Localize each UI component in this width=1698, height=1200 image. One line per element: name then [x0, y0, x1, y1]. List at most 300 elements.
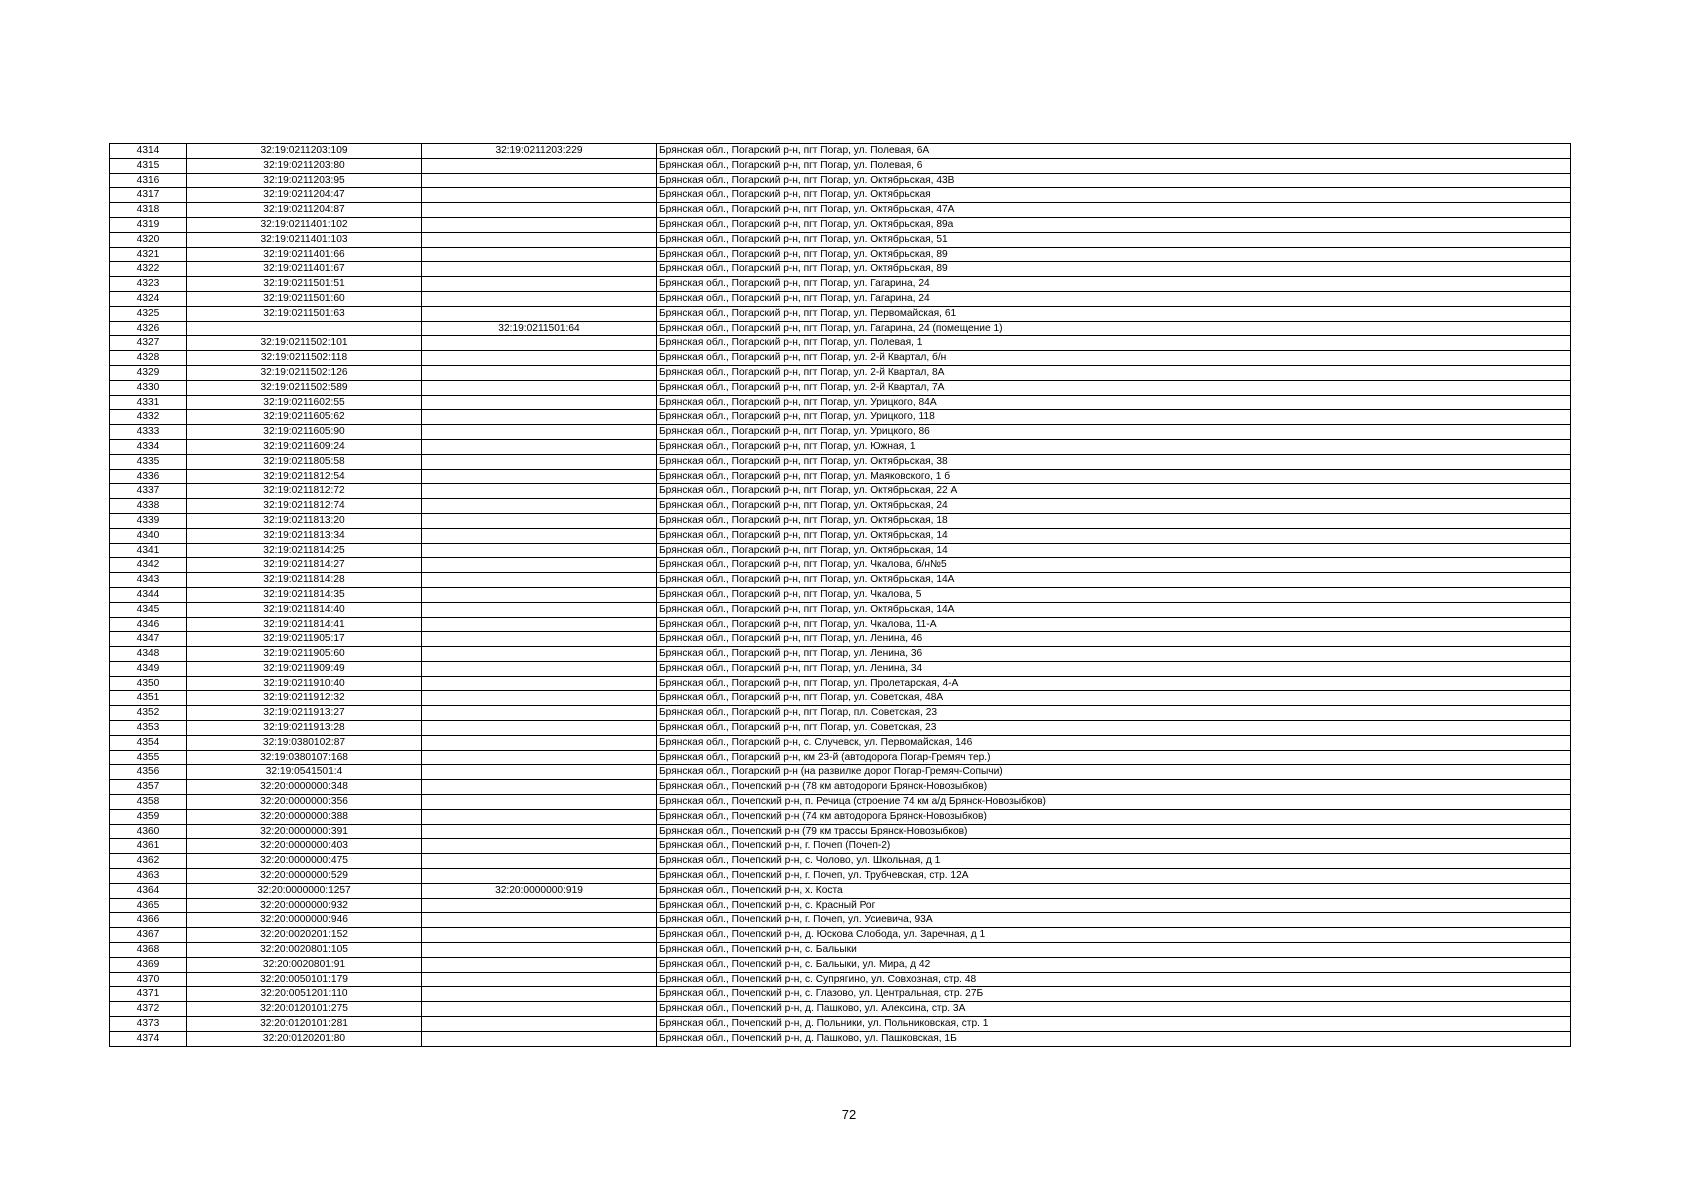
table-row: [110, 277, 1571, 292]
address-cell: Брянская обл., Погарский р-н, пгт Погар, ул. Ленина, 46: [657, 632, 1571, 647]
table-row: [110, 928, 1571, 943]
cadastral-number-cell: 32:19:0211401:103: [187, 232, 422, 247]
address-cell: Брянская обл., Погарский р-н, пгт Погар, ул. Урицкого, 84А: [657, 395, 1571, 410]
page-number: 72: [841, 1107, 857, 1122]
row-number-cell: 4332: [110, 410, 187, 425]
cadastral-number-cell: 32:19:0211913:27: [187, 706, 422, 721]
related-cadastral-number-cell: [422, 291, 657, 306]
table-row: [110, 943, 1571, 958]
cadastral-number-cell: 32:19:0211203:109: [187, 144, 422, 159]
related-cadastral-number-cell: [422, 410, 657, 425]
related-cadastral-number-cell: [422, 957, 657, 972]
table-row: [110, 987, 1571, 1002]
related-cadastral-number-cell: [422, 173, 657, 188]
cadastral-number-cell: 32:19:0211910:40: [187, 676, 422, 691]
cadastral-number-cell: [187, 321, 422, 336]
row-number-cell: 4339: [110, 513, 187, 528]
address-cell: Брянская обл., Погарский р-н, пгт Погар, ул. Советская, 48А: [657, 691, 1571, 706]
cadastral-number-cell: 32:19:0211814:25: [187, 543, 422, 558]
row-number-cell: 4347: [110, 632, 187, 647]
table-row: [110, 262, 1571, 277]
cadastral-number-cell: 32:19:0211912:32: [187, 691, 422, 706]
cadastral-number-cell: 32:19:0211502:126: [187, 365, 422, 380]
row-number-cell: 4323: [110, 277, 187, 292]
address-cell: Брянская обл., Почепский р-н (79 км трассы Брянск-Новозыбков): [657, 824, 1571, 839]
table-body: [110, 144, 1571, 1047]
row-number-cell: 4329: [110, 365, 187, 380]
related-cadastral-number-cell: [422, 351, 657, 366]
address-cell: Брянская обл., Почепский р-н (74 км автодорога Брянск-Новозыбков): [657, 809, 1571, 824]
address-cell: Брянская обл., Погарский р-н, с. Случевск, ул. Первомайская, 146: [657, 735, 1571, 750]
address-cell: Брянская обл., Погарский р-н, пгт Погар, ул. Первомайская, 61: [657, 306, 1571, 321]
row-number-cell: 4364: [110, 883, 187, 898]
address-cell: Брянская обл., Погарский р-н, пгт Погар, ул. 2-й Квартал, 8А: [657, 365, 1571, 380]
cadastral-number-cell: 32:19:0211913:28: [187, 721, 422, 736]
table-row: [110, 780, 1571, 795]
row-number-cell: 4325: [110, 306, 187, 321]
table-row: [110, 144, 1571, 159]
address-cell: Брянская обл., Почепский р-н, г. Почеп, ул. Усиевича, 93А: [657, 913, 1571, 928]
cadastral-number-cell: 32:19:0211812:54: [187, 469, 422, 484]
table-row: [110, 913, 1571, 928]
address-cell: Брянская обл., Погарский р-н, пгт Погар, ул. Урицкого, 86: [657, 425, 1571, 440]
address-cell: Брянская обл., Погарский р-н, пгт Погар, ул. Октябрьская: [657, 188, 1571, 203]
row-number-cell: 4348: [110, 647, 187, 662]
address-cell: Брянская обл., Погарский р-н, пгт Погар, ул. Октябрьская, 89а: [657, 217, 1571, 232]
address-cell: Брянская обл., Погарский р-н, пгт Погар, ул. Чкалова, 5: [657, 587, 1571, 602]
row-number-cell: 4326: [110, 321, 187, 336]
cadastral-number-cell: 32:20:0050101:179: [187, 972, 422, 987]
cadastral-number-cell: 32:20:0000000:932: [187, 898, 422, 913]
address-cell: Брянская обл., Почепский р-н, с. Чолово, ул. Школьная, д 1: [657, 854, 1571, 869]
related-cadastral-number-cell: [422, 1002, 657, 1017]
cadastral-number-cell: 32:19:0211502:101: [187, 336, 422, 351]
row-number-cell: 4334: [110, 439, 187, 454]
address-cell: Брянская обл., Почепский р-н (78 км автодороги Брянск-Новозыбков): [657, 780, 1571, 795]
cadastral-number-cell: 32:20:0000000:475: [187, 854, 422, 869]
table-row: [110, 351, 1571, 366]
address-cell: Брянская обл., Погарский р-н, км 23-й (автодорога Погар-Гремяч тер.): [657, 750, 1571, 765]
address-cell: Брянская обл., Почепский р-н, д. Пашково, ул. Алексина, стр. 3А: [657, 1002, 1571, 1017]
cadastral-number-cell: 32:19:0211814:28: [187, 573, 422, 588]
table-row: [110, 676, 1571, 691]
table-row: [110, 528, 1571, 543]
table-row: [110, 217, 1571, 232]
row-number-cell: 4351: [110, 691, 187, 706]
cadastral-number-cell: 32:20:0000000:946: [187, 913, 422, 928]
row-number-cell: 4328: [110, 351, 187, 366]
related-cadastral-number-cell: [422, 573, 657, 588]
table-row: [110, 898, 1571, 913]
related-cadastral-number-cell: [422, 632, 657, 647]
table-row: [110, 247, 1571, 262]
cadastral-number-cell: 32:19:0211905:60: [187, 647, 422, 662]
cadastral-number-cell: 32:19:0211501:51: [187, 277, 422, 292]
cadastral-number-cell: 32:19:0380102:87: [187, 735, 422, 750]
table-row: [110, 1031, 1571, 1046]
address-cell: Брянская обл., Почепский р-н, д. Юскова Слобода, ул. Заречная, д 1: [657, 928, 1571, 943]
row-number-cell: 4343: [110, 573, 187, 588]
related-cadastral-number-cell: [422, 691, 657, 706]
row-number-cell: 4331: [110, 395, 187, 410]
table-row: [110, 336, 1571, 351]
address-cell: Брянская обл., Почепский р-н, д. Пашково, ул. Пашковская, 1Б: [657, 1031, 1571, 1046]
cadastral-number-cell: 32:19:0211401:67: [187, 262, 422, 277]
cadastral-number-cell: 32:20:0000000:403: [187, 839, 422, 854]
cadastral-number-cell: 32:19:0211814:27: [187, 558, 422, 573]
address-cell: Брянская обл., Погарский р-н, пгт Погар, ул. Октябрьская, 22 А: [657, 484, 1571, 499]
row-number-cell: 4350: [110, 676, 187, 691]
row-number-cell: 4367: [110, 928, 187, 943]
cadastral-number-cell: 32:19:0211909:49: [187, 661, 422, 676]
table-row: [110, 573, 1571, 588]
table-row: [110, 543, 1571, 558]
row-number-cell: 4315: [110, 158, 187, 173]
address-cell: Брянская обл., Погарский р-н, пгт Погар, ул. Маяковского, 1 б: [657, 469, 1571, 484]
row-number-cell: 4341: [110, 543, 187, 558]
table-row: [110, 232, 1571, 247]
cadastral-number-cell: 32:19:0211502:118: [187, 351, 422, 366]
table-row: [110, 513, 1571, 528]
cadastral-number-cell: 32:19:0380107:168: [187, 750, 422, 765]
address-cell: Брянская обл., Погарский р-н, пгт Погар, ул. Полевая, 6: [657, 158, 1571, 173]
address-cell: Брянская обл., Погарский р-н (на развилке дорог Погар-Гремяч-Сопычи): [657, 765, 1571, 780]
table-row: [110, 395, 1571, 410]
table-row: [110, 365, 1571, 380]
row-number-cell: 4358: [110, 795, 187, 810]
address-cell: Брянская обл., Почепский р-н, х. Коста: [657, 883, 1571, 898]
cadastral-number-cell: 32:19:0211905:17: [187, 632, 422, 647]
row-number-cell: 4342: [110, 558, 187, 573]
table-row: [110, 809, 1571, 824]
related-cadastral-number-cell: [422, 898, 657, 913]
related-cadastral-number-cell: [422, 439, 657, 454]
row-number-cell: 4360: [110, 824, 187, 839]
table-row: [110, 410, 1571, 425]
address-cell: Брянская обл., Погарский р-н, пгт Погар, ул. Октябрьская, 47А: [657, 203, 1571, 218]
table-row: [110, 706, 1571, 721]
related-cadastral-number-cell: [422, 854, 657, 869]
row-number-cell: 4368: [110, 943, 187, 958]
related-cadastral-number-cell: [422, 809, 657, 824]
row-number-cell: 4314: [110, 144, 187, 159]
related-cadastral-number-cell: [422, 617, 657, 632]
related-cadastral-number-cell: [422, 395, 657, 410]
related-cadastral-number-cell: [422, 336, 657, 351]
related-cadastral-number-cell: [422, 928, 657, 943]
address-cell: Брянская обл., Погарский р-н, пгт Погар, ул. 2-й Квартал, 7А: [657, 380, 1571, 395]
cadastral-number-cell: 32:19:0211501:63: [187, 306, 422, 321]
address-cell: Брянская обл., Погарский р-н, пгт Погар, ул. Октябрьская, 38: [657, 454, 1571, 469]
address-cell: Брянская обл., Погарский р-н, пгт Погар, ул. Советская, 23: [657, 721, 1571, 736]
row-number-cell: 4316: [110, 173, 187, 188]
row-number-cell: 4333: [110, 425, 187, 440]
address-cell: Брянская обл., Почепский р-н, д. Польники, ул. Польниковская, стр. 1: [657, 1017, 1571, 1032]
related-cadastral-number-cell: [422, 365, 657, 380]
row-number-cell: 4372: [110, 1002, 187, 1017]
address-cell: Брянская обл., Погарский р-н, пгт Погар, ул. Полевая, 6А: [657, 144, 1571, 159]
table-row: [110, 173, 1571, 188]
address-cell: Брянская обл., Погарский р-н, пгт Погар, ул. Октябрьская, 24: [657, 499, 1571, 514]
related-cadastral-number-cell: [422, 306, 657, 321]
address-cell: Брянская обл., Погарский р-н, пгт Погар, ул. Гагарина, 24: [657, 277, 1571, 292]
cadastral-number-cell: 32:19:0211814:35: [187, 587, 422, 602]
row-number-cell: 4357: [110, 780, 187, 795]
table-row: [110, 587, 1571, 602]
table-row: [110, 188, 1571, 203]
table-row: [110, 721, 1571, 736]
address-cell: Брянская обл., Погарский р-н, пгт Погар, ул. Гагарина, 24: [657, 291, 1571, 306]
table-row: [110, 854, 1571, 869]
row-number-cell: 4336: [110, 469, 187, 484]
cadastral-number-cell: 32:20:0000000:356: [187, 795, 422, 810]
address-cell: Брянская обл., Погарский р-н, пгт Погар, ул. 2-й Квартал, б/н: [657, 351, 1571, 366]
row-number-cell: 4361: [110, 839, 187, 854]
table-row: [110, 321, 1571, 336]
cadastral-number-cell: 32:20:0020201:152: [187, 928, 422, 943]
address-cell: Брянская обл., Погарский р-н, пгт Погар, ул. Октябрьская, 14: [657, 543, 1571, 558]
row-number-cell: 4362: [110, 854, 187, 869]
related-cadastral-number-cell: 32:19:0211501:64: [422, 321, 657, 336]
cadastral-number-cell: 32:20:0120201:80: [187, 1031, 422, 1046]
table-row: [110, 158, 1571, 173]
row-number-cell: 4319: [110, 217, 187, 232]
related-cadastral-number-cell: [422, 987, 657, 1002]
cadastral-number-cell: 32:20:0000000:391: [187, 824, 422, 839]
related-cadastral-number-cell: [422, 735, 657, 750]
row-number-cell: 4355: [110, 750, 187, 765]
row-number-cell: 4340: [110, 528, 187, 543]
address-cell: Брянская обл., Почепский р-н, с. Бальыки: [657, 943, 1571, 958]
related-cadastral-number-cell: [422, 484, 657, 499]
related-cadastral-number-cell: [422, 721, 657, 736]
cadastral-number-cell: 32:19:0211602:55: [187, 395, 422, 410]
related-cadastral-number-cell: [422, 943, 657, 958]
table-row: [110, 824, 1571, 839]
related-cadastral-number-cell: [422, 913, 657, 928]
row-number-cell: 4345: [110, 602, 187, 617]
row-number-cell: 4369: [110, 957, 187, 972]
cadastral-number-cell: 32:20:0051201:110: [187, 987, 422, 1002]
address-cell: Брянская обл., Погарский р-н, пгт Погар, ул. Октябрьская, 14: [657, 528, 1571, 543]
table-row: [110, 203, 1571, 218]
related-cadastral-number-cell: [422, 543, 657, 558]
table-row: [110, 558, 1571, 573]
table-row: [110, 795, 1571, 810]
related-cadastral-number-cell: [422, 558, 657, 573]
related-cadastral-number-cell: [422, 528, 657, 543]
related-cadastral-number-cell: [422, 587, 657, 602]
table-row: [110, 380, 1571, 395]
table-row: [110, 469, 1571, 484]
related-cadastral-number-cell: [422, 602, 657, 617]
address-cell: Брянская обл., Погарский р-н, пгт Погар, ул. Октябрьская, 14А: [657, 573, 1571, 588]
related-cadastral-number-cell: [422, 380, 657, 395]
related-cadastral-number-cell: 32:20:0000000:919: [422, 883, 657, 898]
related-cadastral-number-cell: [422, 454, 657, 469]
related-cadastral-number-cell: [422, 499, 657, 514]
cadastral-number-cell: 32:19:0211814:41: [187, 617, 422, 632]
cadastral-number-cell: 32:20:0000000:1257: [187, 883, 422, 898]
address-cell: Брянская обл., Погарский р-н, пгт Погар, ул. Чкалова, 11-А: [657, 617, 1571, 632]
cadastral-number-cell: 32:19:0211609:24: [187, 439, 422, 454]
cadastral-number-cell: 32:19:0211805:58: [187, 454, 422, 469]
table-row: [110, 647, 1571, 662]
address-cell: Брянская обл., Почепский р-н, п. Речица (строение 74 км а/д Брянск-Новозыбков): [657, 795, 1571, 810]
related-cadastral-number-cell: [422, 262, 657, 277]
row-number-cell: 4320: [110, 232, 187, 247]
row-number-cell: 4324: [110, 291, 187, 306]
related-cadastral-number-cell: [422, 469, 657, 484]
address-cell: Брянская обл., Погарский р-н, пгт Погар, ул. Октябрьская, 14А: [657, 602, 1571, 617]
related-cadastral-number-cell: [422, 232, 657, 247]
related-cadastral-number-cell: [422, 795, 657, 810]
related-cadastral-number-cell: [422, 839, 657, 854]
related-cadastral-number-cell: 32:19:0211203:229: [422, 144, 657, 159]
registry-table: [109, 143, 1571, 1047]
row-number-cell: 4335: [110, 454, 187, 469]
table-row: [110, 454, 1571, 469]
table-row: [110, 1017, 1571, 1032]
row-number-cell: 4352: [110, 706, 187, 721]
address-cell: Брянская обл., Погарский р-н, пгт Погар, ул. Южная, 1: [657, 439, 1571, 454]
related-cadastral-number-cell: [422, 676, 657, 691]
table-row: [110, 735, 1571, 750]
cadastral-number-cell: 32:20:0020801:105: [187, 943, 422, 958]
cadastral-number-cell: 32:20:0020801:91: [187, 957, 422, 972]
table-row: [110, 972, 1571, 987]
related-cadastral-number-cell: [422, 706, 657, 721]
cadastral-number-cell: 32:20:0120101:275: [187, 1002, 422, 1017]
row-number-cell: 4344: [110, 587, 187, 602]
row-number-cell: 4370: [110, 972, 187, 987]
address-cell: Брянская обл., Погарский р-н, пгт Погар, ул. Октябрьская, 18: [657, 513, 1571, 528]
address-cell: Брянская обл., Почепский р-н, с. Глазово, ул. Центральная, стр. 27Б: [657, 987, 1571, 1002]
row-number-cell: 4330: [110, 380, 187, 395]
address-cell: Брянская обл., Погарский р-н, пгт Погар, ул. Октябрьская, 89: [657, 247, 1571, 262]
table-row: [110, 839, 1571, 854]
row-number-cell: 4321: [110, 247, 187, 262]
row-number-cell: 4371: [110, 987, 187, 1002]
table-row: [110, 484, 1571, 499]
related-cadastral-number-cell: [422, 158, 657, 173]
address-cell: Брянская обл., Почепский р-н, г. Почеп, ул. Трубчевская, стр. 12А: [657, 869, 1571, 884]
address-cell: Брянская обл., Погарский р-н, пгт Погар, ул. Полевая, 1: [657, 336, 1571, 351]
table-row: [110, 499, 1571, 514]
table-row: [110, 439, 1571, 454]
row-number-cell: 4349: [110, 661, 187, 676]
cadastral-number-cell: 32:20:0000000:529: [187, 869, 422, 884]
address-cell: Брянская обл., Погарский р-н, пгт Погар, ул. Урицкого, 118: [657, 410, 1571, 425]
cadastral-number-cell: 32:19:0211813:34: [187, 528, 422, 543]
row-number-cell: 4318: [110, 203, 187, 218]
address-cell: Брянская обл., Погарский р-н, пгт Погар, ул. Чкалова, б/н№5: [657, 558, 1571, 573]
related-cadastral-number-cell: [422, 513, 657, 528]
address-cell: Брянская обл., Погарский р-н, пгт Погар, ул. Пролетарская, 4-А: [657, 676, 1571, 691]
cadastral-number-cell: 32:20:0000000:388: [187, 809, 422, 824]
related-cadastral-number-cell: [422, 780, 657, 795]
address-cell: Брянская обл., Погарский р-н, пгт Погар, ул. Ленина, 34: [657, 661, 1571, 676]
cadastral-number-cell: 32:19:0211401:66: [187, 247, 422, 262]
row-number-cell: 4327: [110, 336, 187, 351]
related-cadastral-number-cell: [422, 188, 657, 203]
row-number-cell: 4317: [110, 188, 187, 203]
related-cadastral-number-cell: [422, 277, 657, 292]
address-cell: Брянская обл., Погарский р-н, пгт Погар, ул. Октябрьская, 43В: [657, 173, 1571, 188]
related-cadastral-number-cell: [422, 247, 657, 262]
cadastral-number-cell: 32:19:0211203:95: [187, 173, 422, 188]
related-cadastral-number-cell: [422, 425, 657, 440]
table-row: [110, 632, 1571, 647]
cadastral-number-cell: 32:19:0211814:40: [187, 602, 422, 617]
address-cell: Брянская обл., Почепский р-н, с. Красный Рог: [657, 898, 1571, 913]
related-cadastral-number-cell: [422, 750, 657, 765]
related-cadastral-number-cell: [422, 203, 657, 218]
table-row: [110, 661, 1571, 676]
table-row: [110, 765, 1571, 780]
related-cadastral-number-cell: [422, 1031, 657, 1046]
row-number-cell: 4359: [110, 809, 187, 824]
cadastral-number-cell: 32:19:0211204:87: [187, 203, 422, 218]
related-cadastral-number-cell: [422, 869, 657, 884]
table-row: [110, 1002, 1571, 1017]
cadastral-number-cell: 32:19:0211605:62: [187, 410, 422, 425]
related-cadastral-number-cell: [422, 217, 657, 232]
row-number-cell: 4353: [110, 721, 187, 736]
address-cell: Брянская обл., Погарский р-н, пгт Погар, ул. Гагарина, 24 (помещение 1): [657, 321, 1571, 336]
table-row: [110, 691, 1571, 706]
table-row: [110, 957, 1571, 972]
row-number-cell: 4354: [110, 735, 187, 750]
related-cadastral-number-cell: [422, 972, 657, 987]
row-number-cell: 4373: [110, 1017, 187, 1032]
table-row: [110, 602, 1571, 617]
address-cell: Брянская обл., Почепский р-н, с. Бальыки, ул. Мира, д 42: [657, 957, 1571, 972]
address-cell: Брянская обл., Погарский р-н, пгт Погар, ул. Октябрьская, 89: [657, 262, 1571, 277]
related-cadastral-number-cell: [422, 1017, 657, 1032]
cadastral-number-cell: 32:19:0211813:20: [187, 513, 422, 528]
address-cell: Брянская обл., Погарский р-н, пгт Погар, пл. Советская, 23: [657, 706, 1571, 721]
row-number-cell: 4365: [110, 898, 187, 913]
row-number-cell: 4337: [110, 484, 187, 499]
cadastral-number-cell: 32:19:0211203:80: [187, 158, 422, 173]
cadastral-number-cell: 32:19:0211401:102: [187, 217, 422, 232]
cadastral-number-cell: 32:19:0211812:74: [187, 499, 422, 514]
address-cell: Брянская обл., Почепский р-н, с. Супрягино, ул. Совхозная, стр. 48: [657, 972, 1571, 987]
table-row: [110, 750, 1571, 765]
related-cadastral-number-cell: [422, 824, 657, 839]
related-cadastral-number-cell: [422, 765, 657, 780]
related-cadastral-number-cell: [422, 647, 657, 662]
table-row: [110, 617, 1571, 632]
address-cell: Брянская обл., Погарский р-н, пгт Погар, ул. Ленина, 36: [657, 647, 1571, 662]
related-cadastral-number-cell: [422, 661, 657, 676]
cadastral-number-cell: 32:20:0120101:281: [187, 1017, 422, 1032]
cadastral-number-cell: 32:19:0211502:589: [187, 380, 422, 395]
row-number-cell: 4346: [110, 617, 187, 632]
table-row: [110, 291, 1571, 306]
cadastral-number-cell: 32:19:0211501:60: [187, 291, 422, 306]
cadastral-number-cell: 32:19:0211204:47: [187, 188, 422, 203]
cadastral-number-cell: 32:19:0211605:90: [187, 425, 422, 440]
table-row: [110, 883, 1571, 898]
table-row: [110, 425, 1571, 440]
row-number-cell: 4338: [110, 499, 187, 514]
table-row: [110, 869, 1571, 884]
address-cell: Брянская обл., Почепский р-н, г. Почеп (Почеп-2): [657, 839, 1571, 854]
row-number-cell: 4363: [110, 869, 187, 884]
row-number-cell: 4322: [110, 262, 187, 277]
